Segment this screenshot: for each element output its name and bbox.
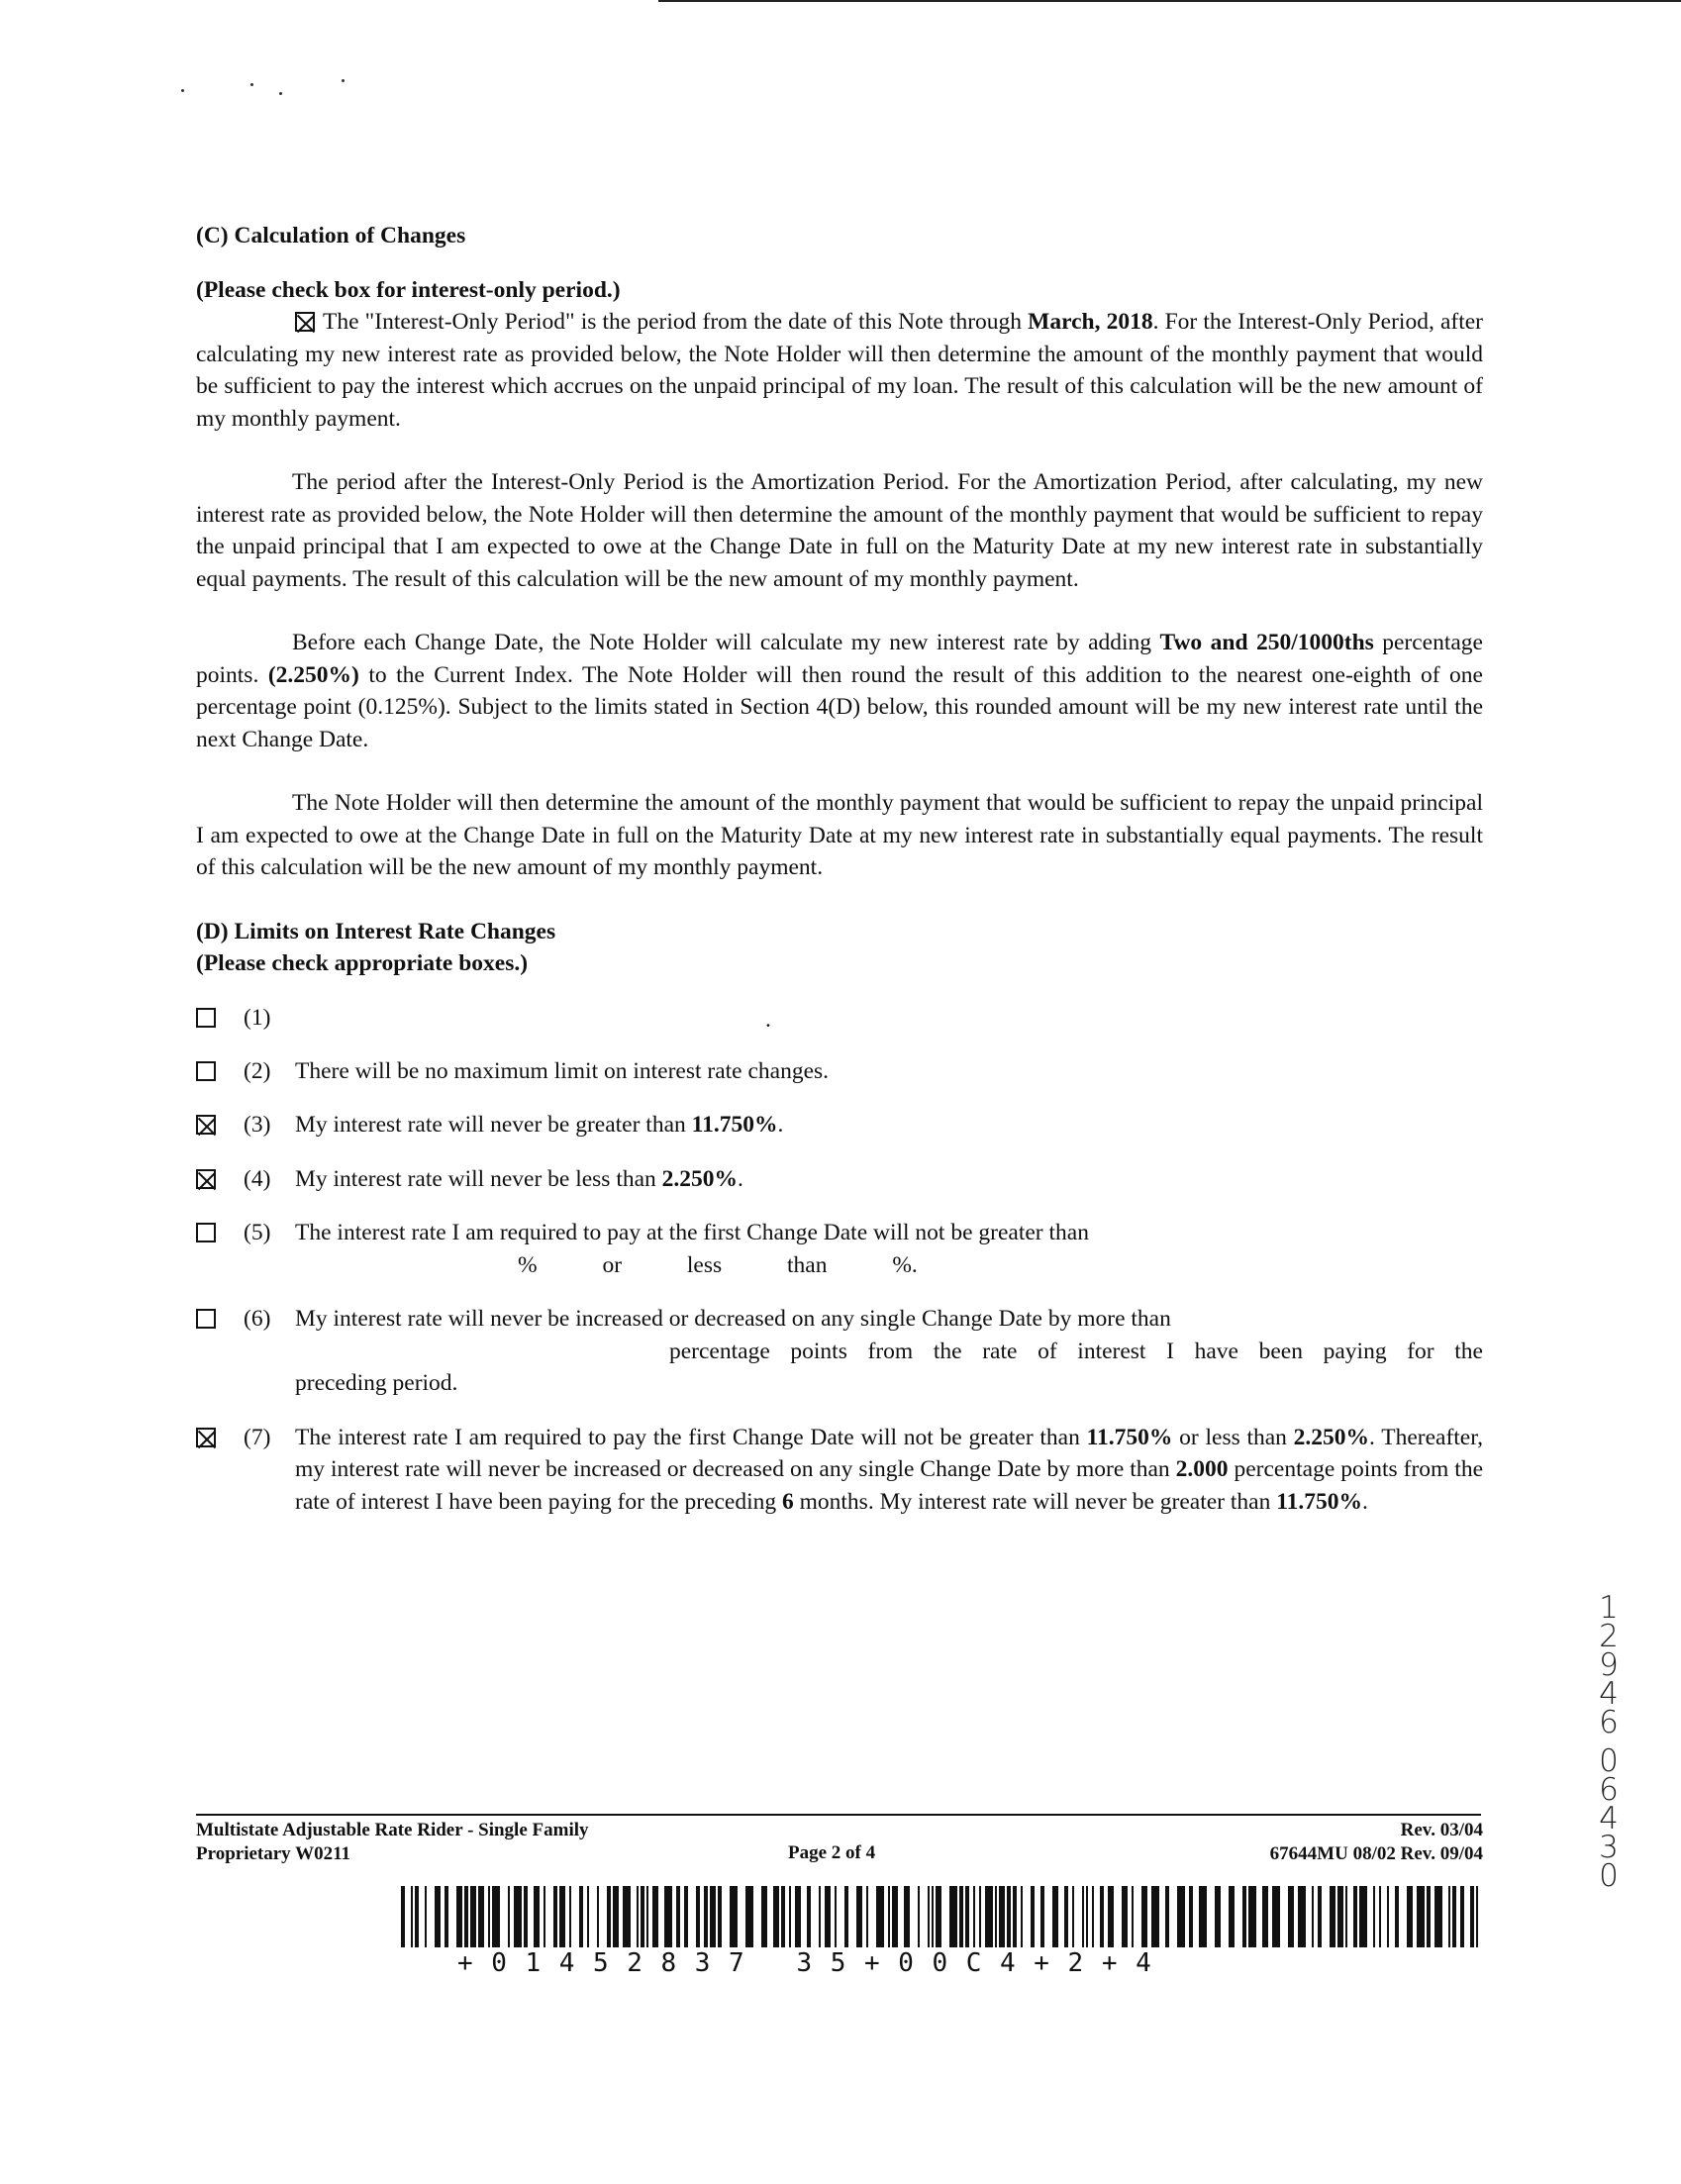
- barcode-bar: [1476, 1886, 1478, 1947]
- form-proprietary-code: Proprietary W0211: [196, 1843, 351, 1864]
- barcode-bar: [789, 1886, 791, 1947]
- barcode-bar: [1199, 1886, 1207, 1947]
- limit-option-2: [196, 1055, 1483, 1088]
- barcode-text: +01452837 35+00C4+2+4: [457, 1948, 1170, 1978]
- barcode-bar: [1031, 1886, 1035, 1947]
- limit-option-4: [196, 1163, 1483, 1196]
- interest-only-checkbox[interactable]: [295, 312, 315, 332]
- barcode-bar: [652, 1886, 658, 1947]
- barcode-bar: [730, 1886, 738, 1947]
- barcode-bar: [1141, 1886, 1147, 1947]
- barcode-bar: [1165, 1886, 1169, 1947]
- barcode-bar: [470, 1886, 476, 1947]
- stamp-digit: 1: [1599, 1590, 1619, 1626]
- barcode-bar: [1082, 1886, 1084, 1947]
- barcode-bar: [1288, 1886, 1294, 1947]
- stamp-digit: 6: [1599, 1772, 1619, 1808]
- scan-speck: [342, 79, 345, 82]
- interest-only-end-date: March, 2018: [1028, 309, 1153, 335]
- limit-option-5-checkbox[interactable]: [196, 1223, 216, 1242]
- interest-only-paragraph: [196, 306, 1483, 435]
- barcode-bar: [949, 1886, 957, 1947]
- margin-paragraph: [196, 627, 1483, 755]
- limit-option-number: (6): [244, 1306, 271, 1332]
- stamp-digit: 3: [1599, 1830, 1619, 1865]
- margin-text-3: to the Current Index. The Note Holder will then round the result of this addition to the nearest one-eighth of one percentage point (0.125%). Subject to the limits stated in Section 4(D) below, this rounded amount will be my new interest rate until the next Change Date.: [196, 661, 1483, 752]
- barcode-bar: [795, 1886, 801, 1947]
- limit-text-end: .: [777, 1112, 784, 1138]
- barcode-bar: [1379, 1886, 1381, 1947]
- barcode-bar: [478, 1886, 484, 1947]
- scan-speck: [181, 89, 184, 92]
- barcode-bar: [888, 1886, 890, 1947]
- barcode-bar: [696, 1886, 700, 1947]
- barcode-bar: [1189, 1886, 1193, 1947]
- barcode-bar: [704, 1886, 708, 1947]
- limit-text: or less than: [1172, 1424, 1294, 1450]
- stamp-digit: 9: [1599, 1647, 1619, 1683]
- barcode-bar: [1262, 1886, 1268, 1947]
- barcode-bar: [464, 1886, 468, 1947]
- limit-option-number: (1): [244, 1004, 271, 1031]
- limit-option-7-checkbox[interactable]: [196, 1428, 216, 1447]
- barcode-bar: [1373, 1886, 1375, 1947]
- barcode-bar: [1215, 1886, 1221, 1947]
- first-change-max: 11.750%: [1086, 1424, 1173, 1450]
- limit-option-7: [196, 1422, 1483, 1519]
- periodic-cap: 2.000: [1175, 1456, 1229, 1482]
- max-rate: 11.750%: [691, 1112, 778, 1138]
- top-rule: [658, 0, 1681, 2]
- barcode: [401, 1886, 1480, 1947]
- barcode-bar: [534, 1886, 540, 1947]
- barcode-bar: [1417, 1886, 1425, 1947]
- document-body: [196, 220, 1483, 1518]
- barcode-bar: [979, 1886, 981, 1947]
- barcode-bar: [959, 1886, 963, 1947]
- barcode-bar: [932, 1886, 934, 1947]
- footer-left: [196, 1819, 589, 1866]
- limit-text: My interest rate will never be less than: [295, 1165, 662, 1192]
- barcode-bar: [559, 1886, 565, 1947]
- barcode-bar: [1407, 1886, 1413, 1947]
- barcode-bar: [684, 1886, 688, 1947]
- limit-option-text: The interest rate I am required to pay at the first Change Date will not be greater than: [295, 1220, 1089, 1245]
- barcode-bar: [607, 1886, 611, 1947]
- barcode-bar: [1064, 1886, 1068, 1947]
- barcode-bar: [999, 1886, 1005, 1947]
- barcode-bar: [1272, 1886, 1280, 1947]
- limit-option-number: (4): [244, 1165, 271, 1192]
- barcode-bar: [1040, 1886, 1044, 1947]
- barcode-bar: [928, 1886, 930, 1947]
- barcode-bar: [866, 1886, 868, 1947]
- limit-option-5: [196, 1217, 1483, 1281]
- barcode-bar: [1100, 1886, 1104, 1947]
- barcode-bar: [761, 1886, 767, 1947]
- barcode-bar: [807, 1886, 811, 1947]
- barcode-bar: [1470, 1886, 1474, 1947]
- barcode-bar: [664, 1886, 672, 1947]
- limit-option-2-checkbox[interactable]: [196, 1061, 216, 1081]
- barcode-bar: [1229, 1886, 1235, 1947]
- page-number: Page 2 of 4: [788, 1842, 876, 1863]
- form-title: Multistate Adjustable Rate Rider - Single Family: [196, 1820, 589, 1840]
- barcode-bar: [587, 1886, 589, 1947]
- barcode-bar: [415, 1886, 419, 1947]
- barcode-bar: [1353, 1886, 1357, 1947]
- limit-text: percentage points from the rate of interest I have been paying for the preceding: [295, 1456, 1483, 1515]
- barcode-bar: [973, 1886, 975, 1947]
- stamp-digit: 4: [1599, 1676, 1619, 1712]
- barcode-bar: [985, 1886, 993, 1947]
- barcode-bar: [597, 1886, 599, 1947]
- barcode-bar: [1434, 1886, 1442, 1947]
- limit-option-text: [295, 1422, 1483, 1519]
- limit-option-text: [295, 1109, 1483, 1142]
- limit-text-end: .: [738, 1165, 743, 1192]
- limit-option-6: [196, 1303, 1483, 1400]
- limit-option-text: There will be no maximum limit on interest rate changes.: [295, 1057, 830, 1084]
- barcode-bar: [995, 1886, 997, 1947]
- section-d-heading: (D) Limits on Interest Rate Changes: [196, 918, 556, 944]
- limit-text: My interest rate will never be greater than: [295, 1112, 692, 1138]
- first-change-min: 2.250%: [1293, 1424, 1370, 1450]
- limit-option-1: [196, 1002, 1483, 1034]
- section-c-check-prompt: (Please check box for interest-only period.): [196, 276, 621, 303]
- amortization-paragraph: The period after the Interest-Only Period is the Amortization Period. For the Amortization Period, after calculating, my new interest rate as provided below, the Note Holder will then determine the amount of the monthly payment that would be sufficient to repay the unpaid principal that I am expected to owe at the Change Date in full on the Maturity Date at my new interest rate in substantially equal payments. The result of this calculation will be the new amount of my monthly payment.: [196, 469, 1483, 592]
- barcode-bar: [1395, 1886, 1399, 1947]
- barcode-bar: [435, 1886, 441, 1947]
- barcode-bar: [1330, 1886, 1335, 1947]
- footer-right: [1270, 1819, 1483, 1866]
- barcode-bar: [1460, 1886, 1464, 1947]
- barcode-bar: [411, 1886, 413, 1947]
- barcode-bar: [718, 1886, 722, 1947]
- min-rate: 2.250%: [661, 1165, 739, 1192]
- barcode-bar: [1108, 1886, 1114, 1947]
- lifetime-cap: 11.750%: [1276, 1488, 1363, 1515]
- stray-mark: .: [765, 1006, 771, 1033]
- limit-text: months. My interest rate will never be greater than: [793, 1488, 1277, 1515]
- barcode-bar: [1345, 1886, 1347, 1947]
- barcode-bar: [1452, 1886, 1456, 1947]
- barcode-bar: [1359, 1886, 1367, 1947]
- barcode-bar: [1427, 1886, 1431, 1947]
- barcode-bar: [456, 1886, 462, 1947]
- barcode-bar: [1092, 1886, 1094, 1947]
- limit-option-text-3: preceding period.: [295, 1370, 458, 1396]
- barcode-bar: [579, 1886, 583, 1947]
- barcode-bar: [1086, 1886, 1088, 1947]
- limit-option-text-2: percentage points from the rate of interest I have been paying for the: [669, 1338, 1483, 1364]
- limit-option-number: (5): [244, 1220, 271, 1245]
- limit-option-text-blanks: % or less than %.: [518, 1251, 918, 1278]
- barcode-bar: [637, 1886, 639, 1947]
- limit-option-number: (7): [244, 1424, 271, 1450]
- scan-speck: [279, 92, 282, 95]
- limit-text: .: [1362, 1488, 1368, 1515]
- margin-text-2: percentage points.: [196, 630, 1483, 688]
- barcode-bar: [1387, 1886, 1389, 1947]
- interest-only-text-rest: . For the Interest-Only Period, after calculating my new interest rate as provided below, the Note Holder will then determine the amount of the monthly payment that would be sufficient to pay the interest which accrues on the unpaid principal of my loan. The result of this calculation will be the new amount of my monthly payment.: [196, 309, 1483, 432]
- barcode-bar: [1013, 1886, 1017, 1947]
- barcode-bar: [918, 1886, 920, 1947]
- barcode-bar: [835, 1886, 837, 1947]
- barcode-bar: [641, 1886, 644, 1947]
- stamp-digit: 0: [1599, 1743, 1619, 1779]
- limit-text: . Thereafter, my interest rate will never be increased or decreased on any single Change Date by more than: [295, 1424, 1483, 1482]
- barcode-bar: [524, 1886, 528, 1947]
- barcode-bar: [1151, 1886, 1159, 1947]
- barcode-bar: [646, 1886, 648, 1947]
- limit-option-text: My interest rate will never be increased or decreased on any single Change Date by more than: [295, 1306, 1171, 1332]
- barcode-bar: [1021, 1886, 1023, 1947]
- barcode-bar: [892, 1886, 898, 1947]
- margin-percent: (2.250%): [267, 661, 359, 688]
- stamp-digit: 4: [1599, 1801, 1619, 1837]
- barcode-bar: [781, 1886, 785, 1947]
- barcode-bar: [1177, 1886, 1185, 1947]
- barcode-bar: [488, 1886, 490, 1947]
- barcode-bar: [553, 1886, 557, 1947]
- limit-option-3: [196, 1109, 1483, 1142]
- barcode-bar: [514, 1886, 522, 1947]
- barcode-bar: [876, 1886, 884, 1947]
- limit-option-3-checkbox[interactable]: [196, 1115, 216, 1135]
- barcode-bar: [710, 1886, 716, 1947]
- barcode-bar: [904, 1886, 910, 1947]
- scan-speck: [250, 83, 253, 86]
- barcode-bar: [623, 1886, 631, 1947]
- barcode-bar: [856, 1886, 862, 1947]
- side-stamp-number: [1589, 1590, 1629, 1894]
- barcode-bar: [1448, 1886, 1450, 1947]
- form-revision: Rev. 03/04: [1400, 1820, 1483, 1840]
- barcode-bar: [1318, 1886, 1322, 1947]
- barcode-bar: [492, 1886, 500, 1947]
- period-months: 6: [781, 1488, 794, 1515]
- barcode-bar: [1007, 1886, 1011, 1947]
- stamp-digit: 2: [1599, 1619, 1619, 1654]
- barcode-bar: [1248, 1886, 1256, 1947]
- limit-option-4-checkbox[interactable]: [196, 1169, 216, 1189]
- barcode-bar: [819, 1886, 821, 1947]
- section-c-heading: (C) Calculation of Changes: [196, 223, 466, 248]
- barcode-bar: [676, 1886, 680, 1947]
- form-code: 67644MU 08/02 Rev. 09/04: [1269, 1843, 1483, 1864]
- barcode-bar: [401, 1886, 405, 1947]
- payment-paragraph: The Note Holder will then determine the amount of the monthly payment that would be sufficient to repay the unpaid principal I am expected to owe at the Change Date in full on the Maturity Date at my new interest rate in substantially equal payments. The result of this calculation will be the new amount of my monthly payment.: [196, 790, 1483, 880]
- stamp-digit: 6: [1599, 1705, 1619, 1740]
- barcode-bar: [425, 1886, 427, 1947]
- barcode-bar: [745, 1886, 753, 1947]
- barcode-bar: [1337, 1886, 1343, 1947]
- barcode-bar: [569, 1886, 571, 1947]
- limit-option-text: [295, 1163, 1483, 1196]
- interest-only-text: The "Interest-Only Period" is the period from the date of this Note through: [323, 309, 1029, 335]
- barcode-bar: [1132, 1886, 1134, 1947]
- barcode-bar: [445, 1886, 448, 1947]
- barcode-bar: [773, 1886, 779, 1947]
- limit-option-1-checkbox[interactable]: [196, 1008, 216, 1028]
- barcode-bar: [1298, 1886, 1306, 1947]
- section-d-check-prompt: (Please check appropriate boxes.): [196, 950, 529, 976]
- limit-option-number: (3): [244, 1112, 271, 1138]
- barcode-bar: [1122, 1886, 1128, 1947]
- barcode-bar: [1072, 1886, 1074, 1947]
- barcode-bar: [825, 1886, 831, 1947]
- barcode-bar: [508, 1886, 510, 1947]
- barcode-bar: [965, 1886, 969, 1947]
- stamp-digit: 0: [1599, 1858, 1619, 1894]
- limit-text: The interest rate I am required to pay the first Change Date will not be greater than: [295, 1424, 1087, 1450]
- barcode-bar: [936, 1886, 941, 1947]
- footer-rule: [196, 1814, 1481, 1816]
- barcode-bar: [544, 1886, 545, 1947]
- limit-option-6-checkbox[interactable]: [196, 1309, 216, 1329]
- barcode-bar: [613, 1886, 619, 1947]
- limit-option-number: (2): [244, 1057, 271, 1084]
- margin-words: Two and 250/1000ths: [1159, 630, 1374, 655]
- barcode-bar: [844, 1886, 848, 1947]
- margin-text: Before each Change Date, the Note Holder will calculate my new interest rate by adding: [292, 630, 1160, 655]
- barcode-bar: [1052, 1886, 1058, 1947]
- barcode-bar: [1312, 1886, 1314, 1947]
- barcode-bar: [1242, 1886, 1246, 1947]
